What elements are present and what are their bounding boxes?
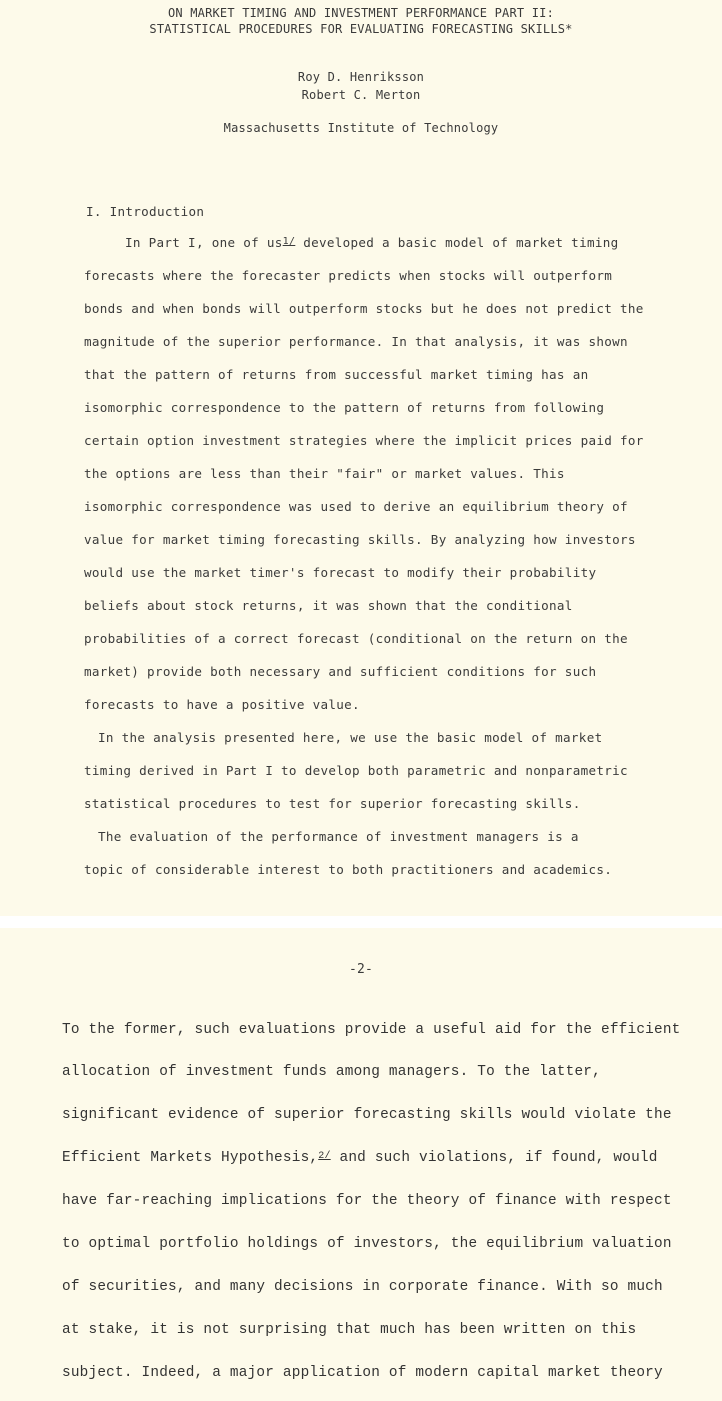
- paragraph-line: subject. Indeed, a major application of modern capital market theory: [62, 1365, 663, 1381]
- paragraph-line: magnitude of the superior performance. In that analysis, it was shown: [84, 334, 628, 349]
- paragraph-line: To the former, such evaluations provide a useful aid for the efficient: [62, 1022, 681, 1038]
- paragraph-line: statistical procedures to test for superior forecasting skills.: [84, 796, 581, 811]
- paragraph-line: beliefs about stock returns, it was shown that the conditional: [84, 598, 573, 613]
- paragraph-line: that the pattern of returns from successful market timing has an: [84, 367, 589, 382]
- paragraph-line: certain option investment strategies where the implicit prices paid for: [84, 433, 644, 448]
- paragraph-line: bonds and when bonds will outperform stocks but he does not predict the: [84, 301, 644, 316]
- paper-page-2: [0, 928, 722, 1401]
- paragraph-line: In the analysis presented here, we use the basic model of market: [98, 730, 603, 745]
- paragraph-line: would use the market timer's forecast to modify their probability: [84, 565, 597, 580]
- paragraph-line: to optimal portfolio holdings of investors, the equilibrium valuation: [62, 1236, 672, 1252]
- author-1: Roy D. Henriksson: [297, 70, 425, 84]
- paragraph-line: isomorphic correspondence to the pattern of returns from following: [84, 400, 605, 415]
- paragraph-line: forecasts to have a positive value.: [84, 697, 360, 712]
- paragraph-line-text: and such violations, if found, would: [330, 1150, 658, 1166]
- paragraph-line-text: In Part I, one of us: [125, 235, 283, 250]
- paragraph-line: isomorphic correspondence was used to derive an equilibrium theory of: [84, 499, 628, 514]
- paragraph-line: The evaluation of the performance of investment managers is a: [98, 829, 579, 844]
- paragraph-line: [62, 1150, 658, 1166]
- page-separator: [0, 916, 722, 928]
- paragraph-line: significant evidence of superior forecasting skills would violate the: [62, 1107, 672, 1123]
- paragraph-line: of securities, and many decisions in corporate finance. With so much: [62, 1279, 663, 1295]
- paragraph-line: forecasts where the forecaster predicts when stocks will outperform: [84, 268, 613, 283]
- paragraph-line: the options are less than their "fair" or market values. This: [84, 466, 565, 481]
- paragraph-line-text: Efficient Markets Hypothesis,: [62, 1150, 319, 1166]
- footnote-marker-2: 2/: [318, 1151, 331, 1162]
- paragraph-line: at stake, it is not surprising that much has been written on this: [62, 1322, 637, 1338]
- paper-title-line-2: STATISTICAL PROCEDURES FOR EVALUATING FORECASTING SKILLS*: [149, 22, 573, 36]
- section-heading: I. Introduction: [86, 204, 205, 219]
- paragraph-line: value for market timing forecasting skills. By analyzing how investors: [84, 532, 636, 547]
- page-number: -2-: [348, 962, 374, 977]
- footnote-marker-1: 1/: [282, 236, 296, 247]
- paragraph-line-text: developed a basic model of market timing: [295, 235, 619, 250]
- paragraph-line: timing derived in Part I to develop both parametric and nonparametric: [84, 763, 628, 778]
- author-2: Robert C. Merton: [301, 88, 421, 102]
- paragraph-line: topic of considerable interest to both practitioners and academics.: [84, 862, 613, 877]
- paragraph-line: allocation of investment funds among managers. To the latter,: [62, 1064, 601, 1080]
- affiliation: Massachusetts Institute of Technology: [223, 121, 499, 135]
- paper-title-line-1: ON MARKET TIMING AND INVESTMENT PERFORMANCE PART II:: [167, 6, 555, 20]
- paragraph-line: [125, 235, 618, 250]
- paragraph-line: have far-reaching implications for the theory of finance with respect: [62, 1193, 672, 1209]
- paragraph-line: market) provide both necessary and sufficient conditions for such: [84, 664, 597, 679]
- paragraph-line: probabilities of a correct forecast (conditional on the return on the: [84, 631, 628, 646]
